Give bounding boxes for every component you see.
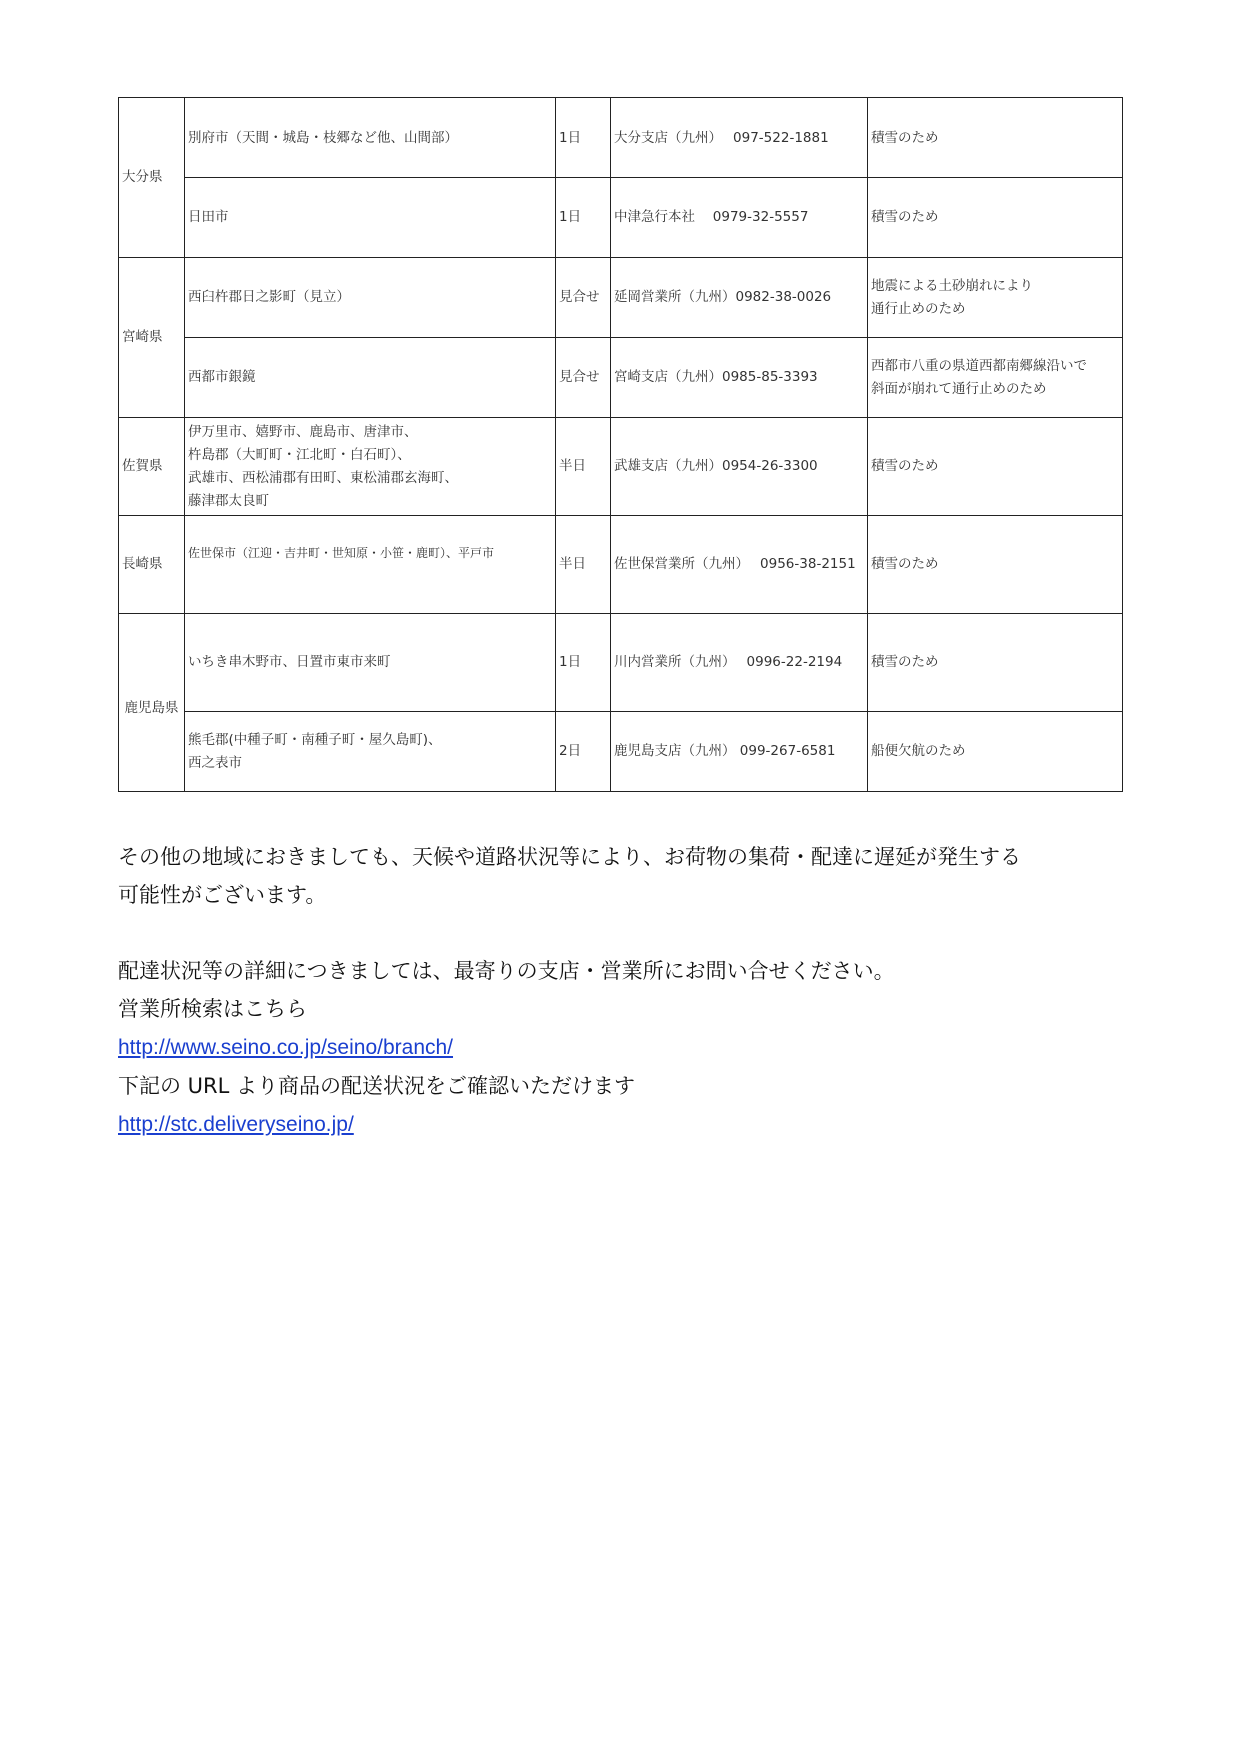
- reason-cell: 積雪のため: [868, 178, 1123, 258]
- table-row: [119, 516, 1123, 614]
- notice-text: 可能性がございます。: [118, 883, 327, 907]
- office-cell: 川内営業所（九州） 0996-22-2194: [611, 614, 868, 712]
- area-line: 武雄市、西松浦郡有田町、東松浦郡玄海町、: [188, 469, 458, 486]
- duration-cell: 2日: [556, 712, 611, 792]
- branch-search-text: 営業所検索はこちら: [118, 997, 307, 1021]
- area-line: 熊毛郡(中種子町・南種子町・屋久島町)、: [188, 731, 442, 748]
- office-cell: 延岡営業所（九州）0982-38-0026: [611, 258, 868, 338]
- reason-line: 西都市八重の県道西都南郷線沿いで: [871, 357, 1087, 374]
- reason-cell: 積雪のため: [868, 418, 1123, 516]
- table-row: [119, 712, 1123, 792]
- contact-text: 配達状況等の詳細につきましては、最寄りの支店・営業所にお問い合せください。: [118, 959, 895, 983]
- reason-cell: [868, 258, 1123, 338]
- prefecture-cell: 宮崎県: [119, 258, 185, 418]
- duration-cell: 1日: [556, 178, 611, 258]
- area-cell: いちき串木野市、日置市東市来町: [185, 614, 556, 712]
- reason-cell: 積雪のため: [868, 516, 1123, 614]
- office-cell: 武雄支店（九州）0954-26-3300: [611, 418, 868, 516]
- prefecture-cell: 長崎県: [119, 516, 185, 614]
- table-row: [119, 258, 1123, 338]
- area-line: 藤津郡太良町: [188, 492, 269, 509]
- area-cell: [185, 418, 556, 516]
- duration-cell: 半日: [556, 516, 611, 614]
- link-row: [118, 1028, 1128, 1067]
- area-cell: [185, 712, 556, 792]
- link-row: [118, 1105, 1128, 1144]
- table-row: [119, 338, 1123, 418]
- duration-cell: 1日: [556, 98, 611, 178]
- office-cell: 宮崎支店（九州）0985-85-3393: [611, 338, 868, 418]
- duration-cell: 1日: [556, 614, 611, 712]
- table-row: [119, 98, 1123, 178]
- prefecture-cell: 大分県: [119, 98, 185, 258]
- table-row: [119, 614, 1123, 712]
- office-cell: 佐世保営業所（九州） 0956-38-2151: [611, 516, 868, 614]
- notes-section: [118, 838, 1128, 1144]
- notice-text: その他の地域におきましても、天候や道路状況等により、お荷物の集荷・配達に遅延が発生する: [118, 845, 1021, 869]
- area-cell: 日田市: [185, 178, 556, 258]
- reason-line: 斜面が崩れて通行止めのため: [871, 380, 1047, 397]
- delay-table: [118, 97, 1123, 792]
- prefecture-cell: 佐賀県: [119, 418, 185, 516]
- reason-line: 地震による土砂崩れにより: [871, 277, 1033, 294]
- duration-cell: 見合せ: [556, 338, 611, 418]
- branch-search-link[interactable]: http://www.seino.co.jp/seino/branch/: [118, 1036, 454, 1059]
- reason-line: 通行止めのため: [871, 300, 966, 317]
- duration-cell: 見合せ: [556, 258, 611, 338]
- reason-cell: 船便欠航のため: [868, 712, 1123, 792]
- area-cell: 西都市銀鏡: [185, 338, 556, 418]
- reason-cell: 積雪のため: [868, 98, 1123, 178]
- table-row: [119, 178, 1123, 258]
- area-cell: 別府市（天間・城島・枝郷など他、山間部）: [185, 98, 556, 178]
- office-cell: 大分支店（九州） 097-522-1881: [611, 98, 868, 178]
- area-cell: 西臼杵郡日之影町（見立）: [185, 258, 556, 338]
- office-cell: 中津急行本社 0979-32-5557: [611, 178, 868, 258]
- area-line: 伊万里市、嬉野市、鹿島市、唐津市、: [188, 423, 418, 440]
- reason-cell: 積雪のため: [868, 614, 1123, 712]
- tracking-link[interactable]: http://stc.deliveryseino.jp/: [118, 1113, 354, 1136]
- reason-cell: [868, 338, 1123, 418]
- office-cell: 鹿児島支店（九州） 099-267-6581: [611, 712, 868, 792]
- tracking-text: 下記の URL より商品の配送状況をご確認いただけます: [118, 1074, 636, 1098]
- table-row: [119, 418, 1123, 516]
- duration-cell: 半日: [556, 418, 611, 516]
- area-line: 西之表市: [188, 754, 242, 771]
- prefecture-cell: 鹿児島県: [119, 614, 185, 792]
- spacer: [118, 914, 1128, 952]
- area-line: 杵島郡（大町町・江北町・白石町）、: [188, 446, 411, 463]
- area-cell: 佐世保市（江迎・吉井町・世知原・小笹・鹿町）、平戸市: [185, 516, 556, 614]
